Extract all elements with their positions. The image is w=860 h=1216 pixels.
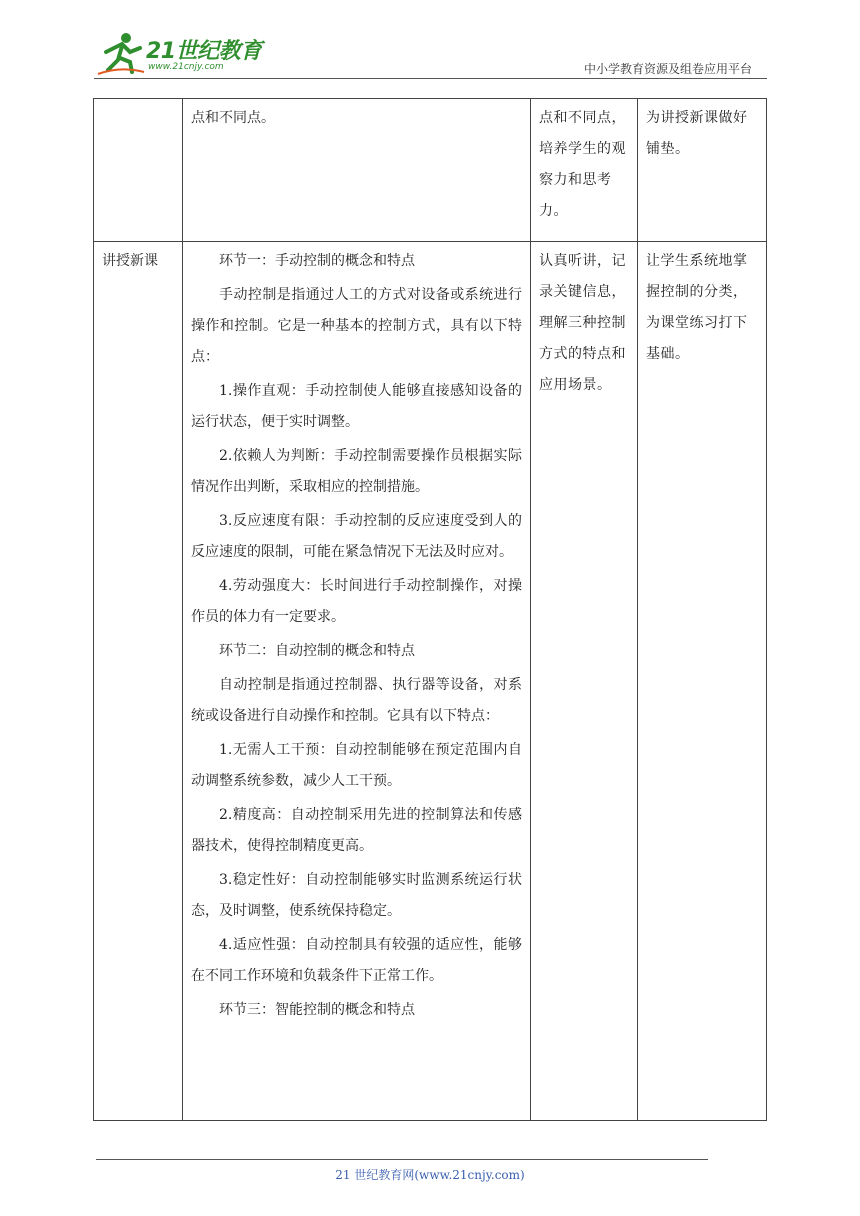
content-paragraph: 自动控制是指通过控制器、执行器等设备，对系统或设备进行自动操作和控制。它具有以下特点： xyxy=(191,677,522,724)
content-paragraph: 环节二：自动控制的概念和特点 xyxy=(219,643,415,659)
page-header xyxy=(0,0,860,80)
content-paragraph: 1.操作直观：手动控制使人能够直接感知设备的运行状态，便于实时调整。 xyxy=(191,383,522,430)
content-paragraph: 4.劳动强度大：长时间进行手动控制操作，对操作员的体力有一定要求。 xyxy=(191,578,522,625)
content-paragraph: 3.稳定性好：自动控制能够实时监测系统运行状态，及时调整，使系统保持稳定。 xyxy=(191,872,522,919)
design-purpose-cell: 为讲授新课做好铺垫。 xyxy=(638,99,767,242)
runner-logo-icon xyxy=(96,30,146,76)
content-paragraph: 点和不同点。 xyxy=(191,110,275,126)
logo-url: www.21cnjy.com xyxy=(148,62,224,72)
stage-cell: 讲授新课 xyxy=(94,242,183,1121)
content-cell xyxy=(183,242,531,1121)
content-paragraph: 手动控制是指通过人工的方式对设备或系统进行操作和控制。它是一种基本的控制方式，具有以下特点： xyxy=(191,287,522,365)
table-row xyxy=(94,99,767,242)
content-paragraph: 1.无需人工干预：自动控制能够在预定范围内自动调整系统参数，减少人工干预。 xyxy=(191,742,522,789)
stage-cell xyxy=(94,99,183,242)
content-paragraph: 2.精度高：自动控制采用先进的控制算法和传感器技术，使得控制精度更高。 xyxy=(191,807,522,854)
site-logo xyxy=(96,30,266,78)
footer-link[interactable]: 21 世纪教育网(www.21cnjy.com) xyxy=(335,1168,525,1182)
footer-divider xyxy=(96,1159,708,1160)
student-activity-cell: 点和不同点，培养学生的观察力和思考力。 xyxy=(531,99,638,242)
content-cell xyxy=(183,99,531,242)
design-purpose-cell: 让学生系统地掌握控制的分类，为课堂练习打下基础。 xyxy=(638,242,767,1121)
header-divider xyxy=(94,78,767,79)
content-paragraph: 环节三：智能控制的概念和特点 xyxy=(219,1002,415,1018)
content-paragraph: 2.依赖人为判断：手动控制需要操作员根据实际情况作出判断，采取相应的控制措施。 xyxy=(191,448,522,495)
content-paragraph: 3.反应速度有限：手动控制的反应速度受到人的反应速度的限制，可能在紧急情况下无法及时应对。 xyxy=(191,513,522,560)
table-row xyxy=(94,242,767,1121)
logo-text: 21世纪教育 xyxy=(146,39,262,64)
content-paragraph: 4.适应性强：自动控制具有较强的适应性，能够在不同工作环境和负载条件下正常工作。 xyxy=(191,937,522,984)
content-paragraph: 环节一：手动控制的概念和特点 xyxy=(219,253,415,269)
platform-name: 中小学教育资源及组卷应用平台 xyxy=(583,62,752,76)
student-activity-cell: 认真听讲，记录关键信息，理解三种控制方式的特点和应用场景。 xyxy=(531,242,638,1121)
lesson-plan-table xyxy=(93,98,767,1121)
